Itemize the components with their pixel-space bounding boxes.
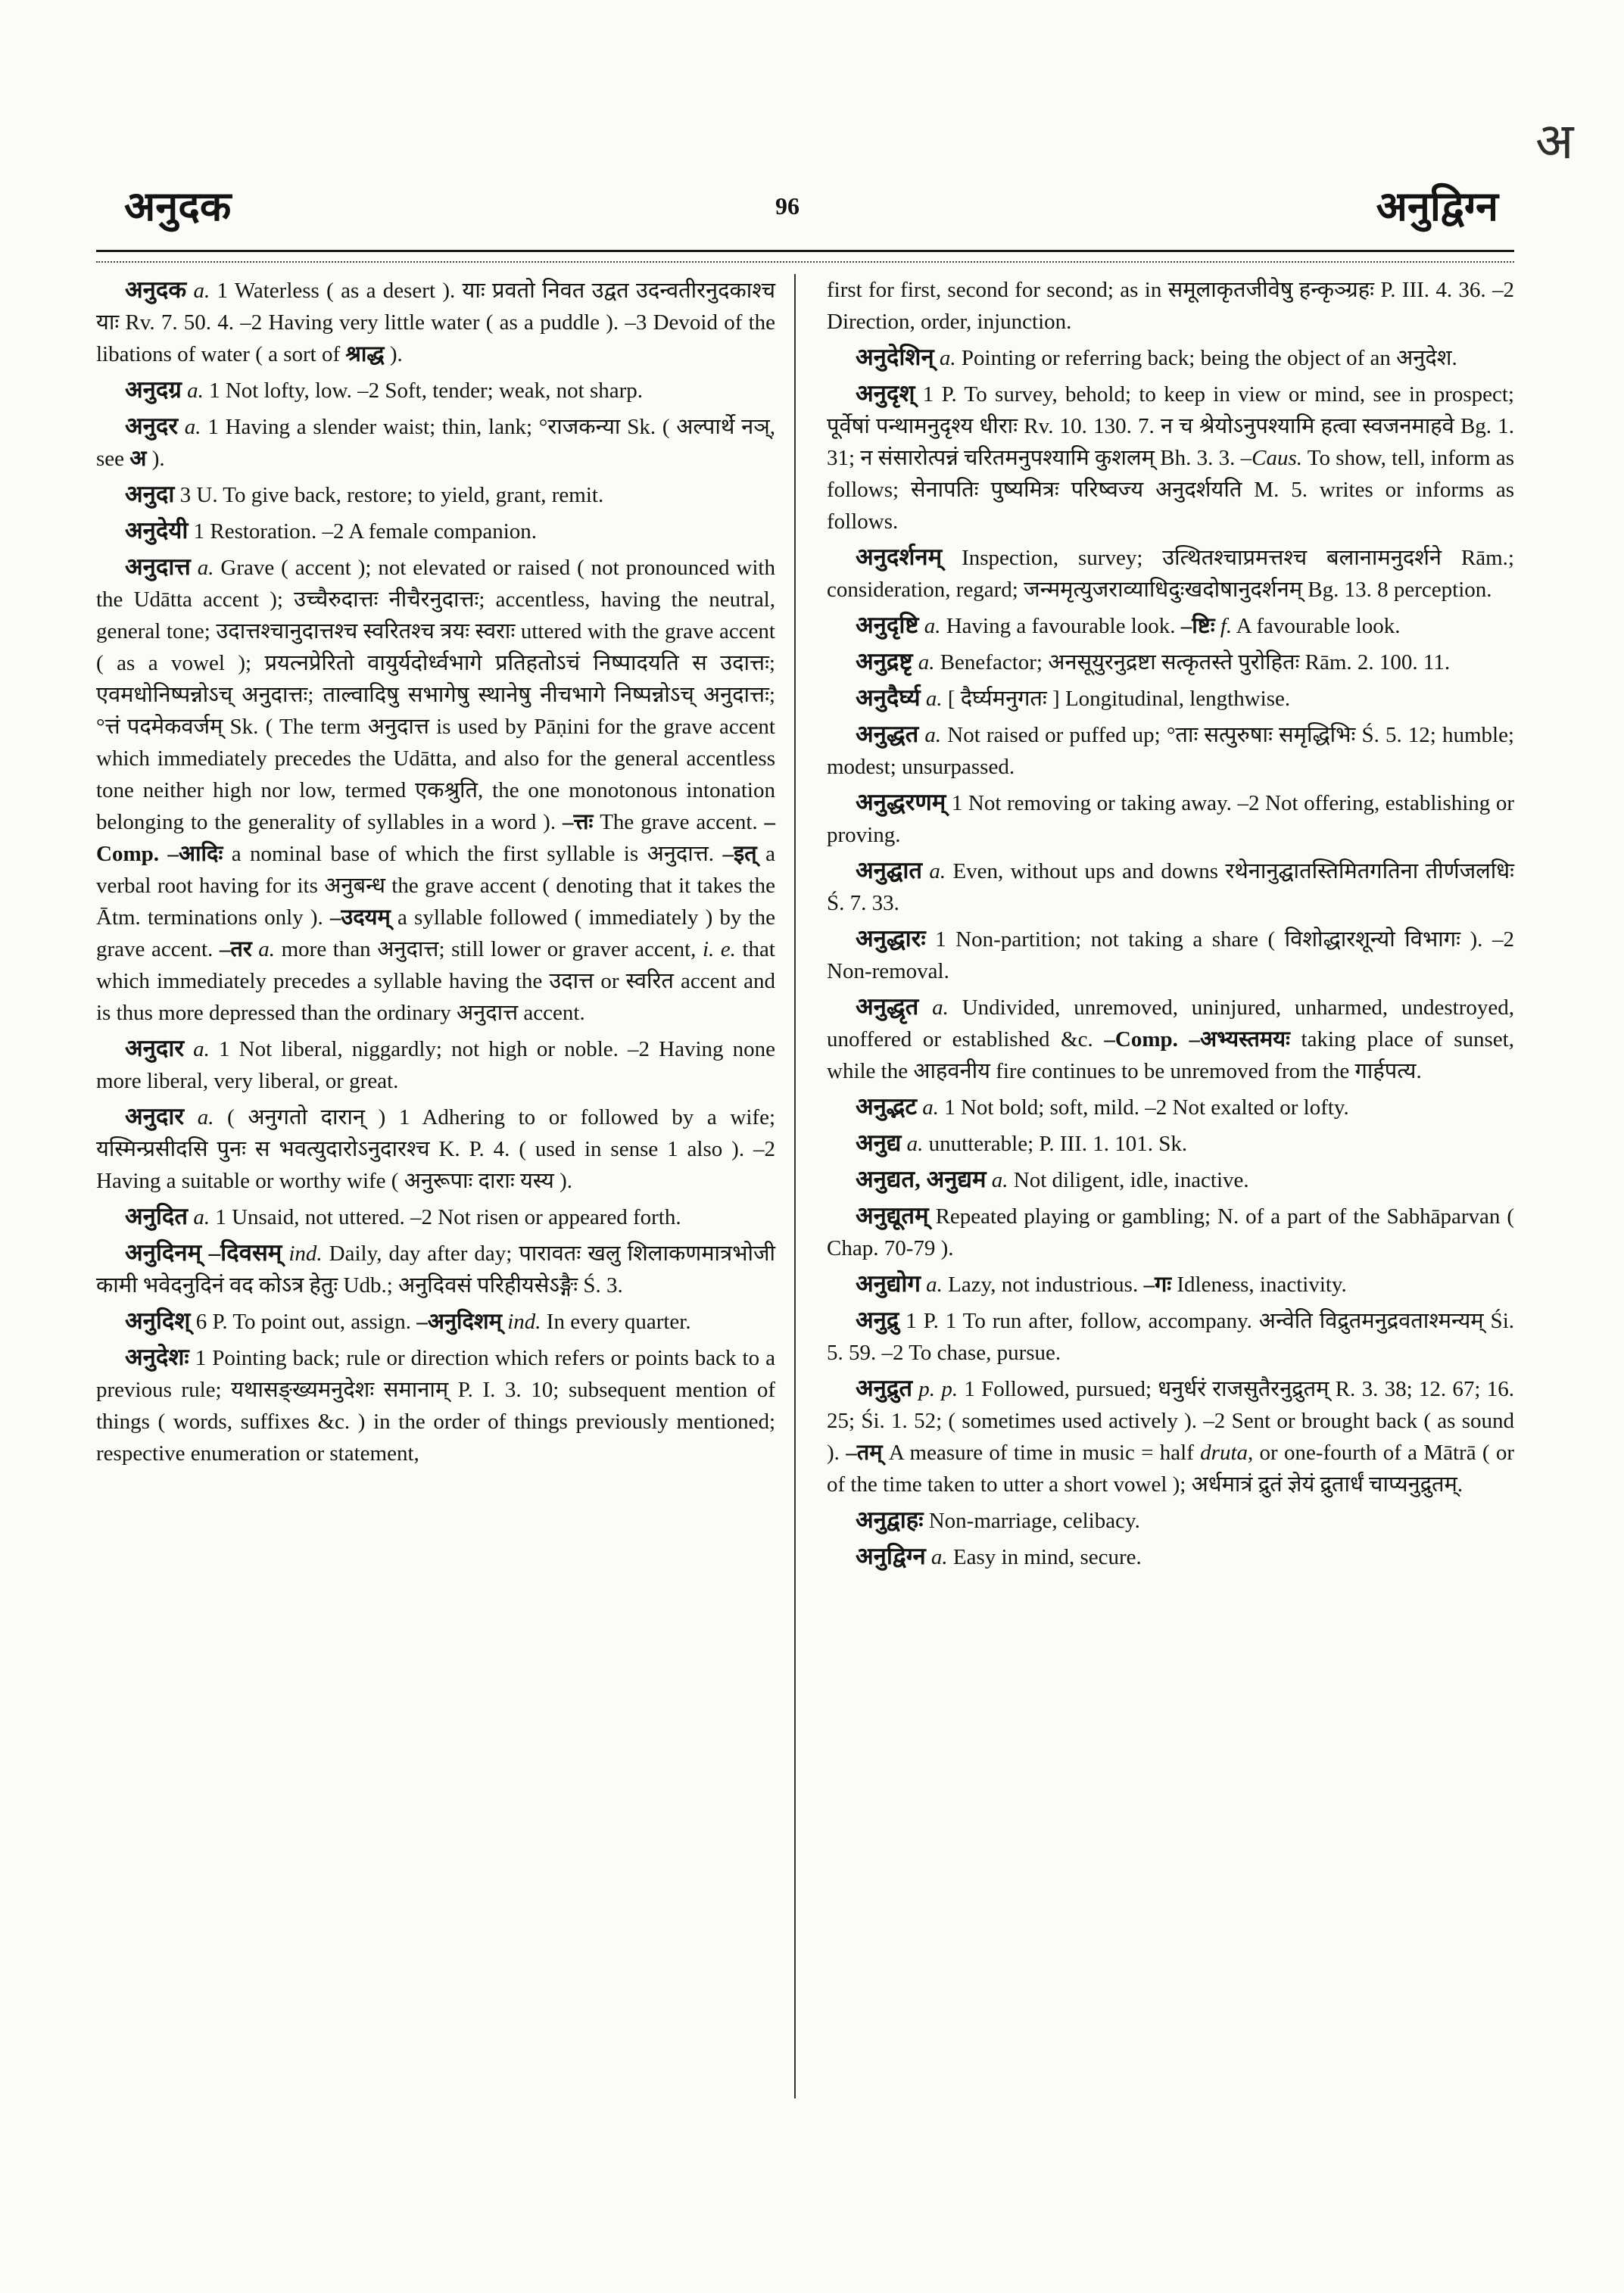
entry-text: unutterable; P. III. 1. 101. Sk.: [923, 1132, 1188, 1156]
dictionary-entry: [96, 1201, 775, 1233]
headword: अनुदात्त: [125, 553, 191, 580]
bold-term: –गः: [1143, 1273, 1172, 1297]
headword: अनुदक: [125, 276, 187, 303]
italic-term: a.: [251, 937, 276, 961]
bold-term: –तम्: [846, 1441, 883, 1465]
entry-text: first for first, second for second; as in समूलाकृतजीवेषु हन्कृञ्ग्रहः P. III. 4. 36. –2 Direction, order, injunction.: [827, 278, 1514, 334]
dictionary-entry: [827, 718, 1514, 783]
thumb-index-mark: अ: [1535, 114, 1574, 170]
entry-text: Lazy, not industrious.: [942, 1273, 1144, 1297]
bold-term: –ष्टिः: [1180, 614, 1215, 638]
entry-text: a nominal base of which the first syllable is अनुदात्त.: [223, 842, 723, 866]
dictionary-entry: [827, 1372, 1514, 1500]
entry-continuation: [827, 274, 1514, 338]
entry-text: Not diligent, idle, inactive.: [1008, 1168, 1249, 1192]
dictionary-entry: [96, 1101, 775, 1197]
entry-text: Not raised or puffed up; °ताः सत्पुरुषाः समृद्धिभिः Ś. 5. 12; humble; modest; unsurpassed.: [827, 723, 1514, 779]
headword: अनुद्य: [856, 1129, 902, 1156]
italic-term: ind.: [501, 1310, 541, 1334]
entry-text: ).: [146, 447, 165, 471]
entry-text: , or one-fourth of a Mātrā ( or of the time taken to utter a short vowel ); अर्धमात्रं द्रुतं ज्ञेयं द्रुतार्धं चाप्यनुद्रुतम्.: [827, 1441, 1514, 1497]
bold-term: श्राद्ध: [345, 342, 385, 366]
headword: अनुद्यूतम्: [856, 1202, 929, 1229]
headword: अनुद्धत: [856, 721, 919, 747]
entry-text: Undivided, unremoved, uninjured, unharmed, undestroyed, unoffered or established &c.: [827, 995, 1515, 1051]
dictionary-entry: [827, 341, 1514, 374]
italic-term: a.: [178, 415, 201, 439]
headword: अनुदैर्घ्य: [856, 684, 921, 711]
italic-term: druta: [1200, 1441, 1248, 1465]
dictionary-entry: [827, 1091, 1514, 1123]
headword: अनुद्भट: [856, 1093, 917, 1120]
headword: अनुद्धृत: [856, 993, 919, 1020]
bold-term: अ: [129, 447, 147, 471]
headword: अनुद्विग्न: [856, 1543, 926, 1569]
italic-term: a.: [184, 1037, 210, 1061]
italic-term: f.: [1214, 614, 1233, 638]
headword: अनुदग्र: [125, 376, 182, 403]
entry-text: A favourable look.: [1232, 614, 1401, 638]
entry-text: 1 Non-partition; not taking a share ( विशोद्धारशून्यो विभागः ). –2 Non-removal.: [827, 927, 1514, 983]
italic-term: Caus.: [1252, 446, 1303, 470]
headword: अनुदिश्: [125, 1307, 191, 1334]
entry-text: 1 Not liberal, niggardly; not high or noble. –2 Having none more liberal, very liberal, or great.: [96, 1037, 775, 1093]
column-divider: [794, 274, 796, 2098]
entry-text: Non-marriage, celibacy.: [923, 1509, 1140, 1533]
entry-text: Idleness, inactivity.: [1171, 1273, 1347, 1297]
headword: अनुदेशिन्: [856, 344, 934, 370]
entry-text: Pointing or referring back; being the object of an अनुदेश.: [955, 346, 1457, 370]
entry-text: Easy in mind, secure.: [947, 1545, 1142, 1569]
italic-term: a.: [920, 1273, 943, 1297]
left-column: [96, 274, 775, 1473]
header-dotted-rule: [96, 261, 1514, 263]
headword: अनुदा: [125, 481, 175, 507]
entry-text: Benefactor; अनसूयुरनुद्रष्टा सत्कृतस्ते पुरोहितः Rām. 2. 100. 11.: [934, 650, 1451, 675]
entry-text: Repeated playing or gambling; N. of a part of the Sabhāparvan ( Chap. 70-79 ).: [827, 1204, 1514, 1260]
italic-term: a.: [920, 687, 943, 711]
headword: अनुद्धारः: [856, 925, 926, 952]
entry-text: 1 Not bold; soft, mild. –2 Not exalted or lofty.: [938, 1095, 1349, 1120]
bold-term: –Comp. –अभ्यस्तमयः: [1104, 1027, 1290, 1051]
italic-term: p. p.: [912, 1377, 959, 1401]
italic-term: a.: [901, 1132, 924, 1156]
headword: अनुद्वाहः: [856, 1506, 924, 1533]
bold-term: –इत्: [722, 842, 757, 866]
headword: अनुदेशः: [125, 1344, 189, 1370]
italic-term: a.: [918, 614, 941, 638]
dictionary-entry: [96, 1237, 775, 1301]
entry-text: ).: [384, 342, 403, 366]
headword: अनुदृष्टि: [856, 612, 919, 638]
headword: अनुदार: [125, 1035, 185, 1061]
dictionary-entry: [827, 991, 1514, 1087]
dictionary-entry: [96, 274, 775, 370]
italic-term: a.: [184, 1105, 214, 1129]
entry-text: 1 P. To survey, behold; to keep in view or mind, see in prospect; पूर्वेषां पन्थामनुदृश्य धीराः Rv. 10. 130. 7. न च श्रेयोऽनुपश्यामि हत्वा स्वजनमाहवे Bg. 1. 31; न संसारोत्पन्नं चरितमनुपश्यामि कुशलम् Bh. 3. 3. –: [827, 382, 1514, 470]
bold-term: –Comp. –आदिः: [96, 810, 775, 866]
bold-term: –त्तः: [562, 810, 594, 834]
headword: अनुद्योग: [856, 1270, 921, 1297]
dictionary-entry: [827, 541, 1514, 606]
dictionary-entry: [827, 1541, 1514, 1573]
italic-term: i. e.: [702, 937, 736, 961]
headword: अनुदेयी: [125, 517, 189, 544]
dictionary-entry: [827, 1304, 1514, 1369]
entry-text: 1 Not lofty, low. –2 Soft, tender; weak, not sharp.: [203, 379, 644, 403]
italic-term: a.: [912, 650, 935, 675]
dictionary-entry: [827, 1164, 1514, 1196]
entry-text: In every quarter.: [541, 1310, 691, 1334]
dictionary-entry: [96, 551, 775, 1029]
dictionary-entry: [827, 1127, 1514, 1160]
entry-text: a syllable followed ( immediately ) by the grave accent.: [96, 905, 775, 961]
dictionary-entry: [827, 378, 1514, 537]
entry-text: taking place of sunset, while the आहवनीय fire continues to be unremoved from the गार्हपत्य.: [827, 1027, 1514, 1083]
entry-text: a verbal root having for its अनुबन्ध the grave accent ( denoting that it takes the Ātm. terminations only ).: [96, 842, 776, 930]
italic-term: a.: [918, 995, 949, 1020]
entry-text: that which immediately precedes a syllable having the उदात्त or स्वरित accent and is thus more depressed than the ordinary अनुदात्त accent.: [96, 937, 775, 1025]
dictionary-entry: [96, 1305, 775, 1338]
bold-term: –अनुदिशम्: [416, 1310, 502, 1334]
page-number: 96: [775, 192, 800, 220]
italic-term: a.: [918, 723, 942, 747]
dictionary-entry: [96, 1033, 775, 1097]
bold-term: –उदयम्: [329, 905, 391, 930]
dictionary-entry: [827, 1268, 1514, 1301]
dictionary-entry: [827, 682, 1514, 715]
entry-text: 1 Not removing or taking away. –2 Not offering, establishing or proving.: [827, 791, 1514, 847]
headword: अनुदिनम् –दिवसम्: [125, 1239, 282, 1266]
entry-text: 1 Waterless ( as a desert ). याः प्रवतो निवत उद्वत उदन्वतीरनुदकाश्च याः Rv. 7. 50. 4. –2 Having very little water ( as a puddle ). –3 Devoid of the libations of water ( a sort of: [96, 279, 775, 366]
dictionary-entry: [96, 410, 775, 475]
headword: अनुदित: [125, 1203, 189, 1229]
entry-text: Daily, day after day; पारावतः खलु शिलाकणमात्रभोजी कामी भवेदनुदिनं वद कोऽत्र हेतुः Udb.; अनुदिवसं परिहीयसेऽङ्गैः Ś. 3.: [96, 1242, 776, 1298]
italic-term: a.: [916, 1095, 939, 1120]
entry-text: Grave ( accent ); not elevated or raised ( not pronounced with the Udātta accent ); उच्चैरुदात्तः नीचैरनुदात्तः; accentless, having the neutral, general tone; उदात्तश्चानुदात्तश्च स्वरितश्च त्रयः स्वराः uttered with the grave accent ( as a vowel ); प्रयत्नप्रेरितो वायुर्यदोर्ध्वभागे प्रतिहतोऽचं निष्पादयति स उदात्तः; एवमधोनिष्पन्नोऽच् अनुदात्तः; ताल्वादिषु सभागेषु स्थानेषु नीचभागे निष्पन्नोऽच् अनुदात्तः; °त्तं पदमेकवर्जम् Sk. ( The term अनुदात्त is used by Pāṇini for the grave accent which immediately precedes the Udātta, and also for the general accentless tone neither high nor low, termed एकश्रुति, the one monotonous intonation belonging to the generality of syllables in a word ).: [96, 556, 775, 834]
entry-text: 1 Having a slender waist; thin, lank; °राजकन्या Sk. ( अल्पार्थे नञ्, see: [96, 415, 775, 471]
dictionary-entry: [96, 374, 775, 407]
right-column: [827, 274, 1514, 1577]
entry-text: 3 U. To give back, restore; to yield, grant, remit.: [174, 483, 604, 507]
italic-term: a.: [186, 279, 210, 303]
dictionary-entry: [827, 855, 1514, 919]
headword: अनुद्यत, अनुद्यम: [856, 1166, 987, 1192]
dictionary-entry: [827, 646, 1514, 678]
entry-text: more than अनुदात्त; still lower or graver accent,: [275, 937, 703, 961]
headword: अनुद्धरणम्: [856, 789, 946, 815]
headword: अनुदार: [125, 1103, 185, 1129]
italic-term: a.: [190, 556, 214, 580]
dictionary-entry: [96, 515, 775, 547]
header-rule: [96, 250, 1514, 252]
headword: अनुदर्शनम्: [856, 544, 943, 570]
dictionary-entry: [827, 1504, 1514, 1537]
italic-term: a.: [922, 859, 946, 883]
headword: अनुदृश्: [856, 380, 915, 407]
entry-text: ( अनुगतो दारान् ) 1 Adhering to or followed by a wife; यस्मिन्प्रसीदसि पुनः स भवत्युदारोऽनुदारश्च K. P. 4. ( used in sense 1 also ). –2 Having a suitable or worthy wife ( अनुरूपाः दाराः यस्य ).: [96, 1105, 776, 1193]
guide-word-right: अनुद्विग्न: [1376, 184, 1498, 229]
bold-term: –तर: [219, 937, 252, 961]
dictionary-entry: [96, 1341, 775, 1469]
entry-text: 6 P. To point out, assign.: [190, 1310, 417, 1334]
headword: अनुद्घात: [856, 857, 923, 883]
entry-text: Even, without ups and downs रथेनानुद्घातस्तिमितगतिना तीर्णजलधिः Ś. 7. 33.: [827, 859, 1514, 915]
italic-term: a.: [934, 346, 956, 370]
dictionary-entry: [827, 609, 1514, 642]
italic-term: a.: [925, 1545, 948, 1569]
entry-text: 1 Followed, pursued; धनुर्धरं राजसुतैरनुद्रुतम् R. 3. 38; 12. 67; 16. 25; Śi. 1. 52; ( sometimes used actively ). –2 Sent or brought back ( as sound ).: [827, 1377, 1514, 1465]
italic-term: a.: [986, 1168, 1008, 1192]
entry-text: Inspection, survey; उत्थितश्चाप्रमत्तश्च बलानामनुदर्शने Rām.; consideration, regard; जन्ममृत्युजराव्याधिदुःखदोषानुदर्शनम् Bg. 13. 8 perception.: [827, 546, 1514, 602]
entry-text: To show, tell, inform as follows; सेनापतिः पुष्यमित्रः परिष्वज्य अनुदर्शयति M. 5. writes or informs as follows.: [827, 446, 1515, 534]
guide-word-left: अनुदक: [124, 184, 232, 229]
entry-text: A measure of time in music = half: [882, 1441, 1201, 1465]
italic-term: a.: [188, 1205, 210, 1229]
dictionary-entry: [827, 787, 1514, 851]
italic-term: ind.: [282, 1242, 323, 1266]
dictionary-entry: [827, 1200, 1514, 1264]
italic-term: a.: [181, 379, 204, 403]
entry-text: 1 Unsaid, not uttered. –2 Not risen or appeared forth.: [210, 1205, 681, 1229]
entry-text: [ दैर्घ्यमनुगतः ] Longitudinal, lengthwise.: [942, 687, 1291, 711]
dictionary-entry: [827, 923, 1514, 987]
entry-text: The grave accent.: [593, 810, 765, 834]
entry-text: 1 P. 1 To run after, follow, accompany. अन्वेति विद्रुतमनुद्रवताश्मन्यम् Śi. 5. 59. –2 To chase, pursue.: [827, 1309, 1514, 1365]
dictionary-entry: [96, 478, 775, 511]
headword: अनुद्रष्टृ: [856, 648, 913, 675]
entry-text: 1 Restoration. –2 A female companion.: [188, 519, 538, 544]
headword: अनुदर: [125, 413, 179, 439]
entry-text: 1 Pointing back; rule or direction which refers or points back to a previous rule; यथासङ्ख्यमनुदेशः समानाम् P. I. 3. 10; subsequent mention of things ( words, suffixes &c. ) in the order of things previously mentioned; respective enumeration or statement,: [96, 1346, 775, 1466]
headword: अनुद्रुत: [856, 1375, 913, 1401]
entry-text: Having a favourable look.: [940, 614, 1181, 638]
headword: अनुद्रु: [856, 1307, 899, 1333]
